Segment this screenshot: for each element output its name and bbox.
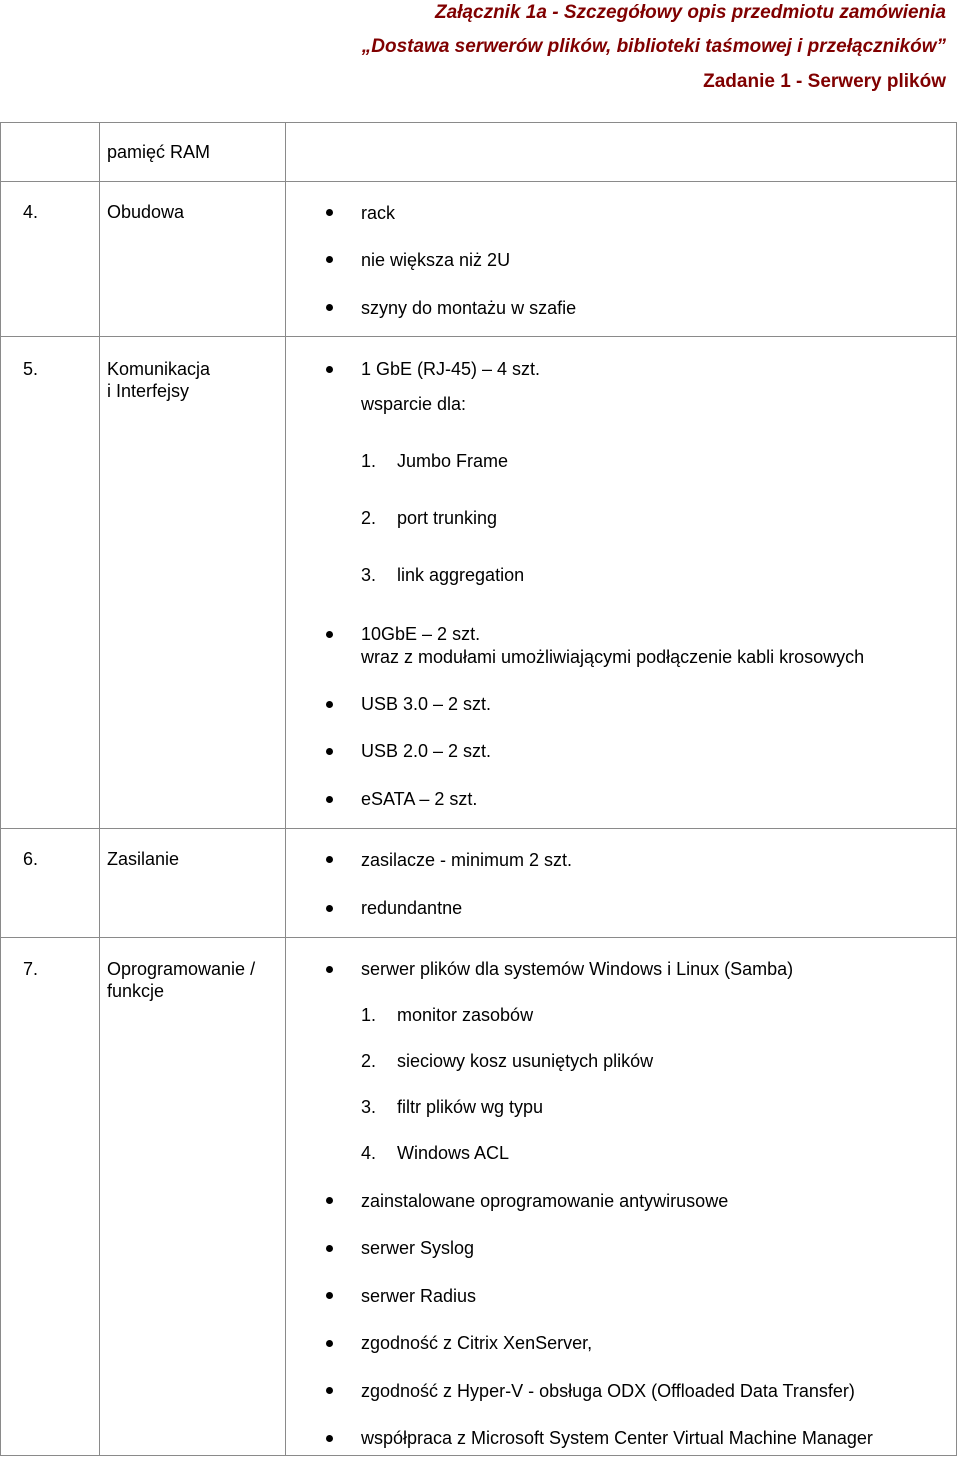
sub-number: 3. [361, 565, 377, 585]
sub-item: Jumbo Frame [397, 451, 509, 471]
sub-item: Windows ACL [397, 1143, 510, 1163]
sub-number: 3. [361, 1097, 377, 1117]
doc-title: Załącznik 1a - Szczegółowy opis przedmiotu zamówienia [434, 2, 946, 23]
list-item: zgodność z Hyper-V - obsługa ODX (Offloaded Data Transfer) [361, 1381, 855, 1401]
table-border-top [0, 122, 957, 123]
list-item: 1 GbE (RJ-45) – 4 szt. [361, 359, 541, 379]
column-divider-2 [285, 122, 286, 1456]
spec-table [0, 122, 957, 1456]
list-item: współpraca z Microsoft System Center Virtual Machine Manager [361, 1428, 873, 1448]
sub-item: link aggregation [397, 565, 525, 585]
list-item: serwer plików dla systemów Windows i Linux (Samba) [361, 959, 794, 979]
doc-subtitle: „Dostawa serwerów plików, biblioteki taśmowej i przełączników” [361, 36, 946, 57]
row-number: 4. [23, 202, 39, 222]
sub-item: filtr plików wg typu [397, 1097, 544, 1117]
list-item: USB 3.0 – 2 szt. [361, 694, 492, 714]
list-item: USB 2.0 – 2 szt. [361, 741, 492, 761]
bullet-icon [326, 1435, 333, 1442]
bullet-icon [326, 905, 333, 912]
bullet-icon [326, 256, 333, 263]
sub-item: port trunking [397, 508, 498, 528]
row-name: Zasilanie [107, 849, 180, 869]
list-item: 10GbE – 2 szt. [361, 624, 481, 644]
list-item: zgodność z Citrix XenServer, [361, 1333, 593, 1353]
bullet-icon [326, 748, 333, 755]
row-divider [0, 336, 957, 337]
bullet-icon [326, 1197, 333, 1204]
row-name: Komunikacja [107, 359, 211, 379]
row-number: 7. [23, 959, 39, 979]
list-item: rack [361, 203, 396, 223]
table-border-bottom [0, 1455, 957, 1456]
sub-number: 1. [361, 451, 377, 471]
bullet-icon [326, 856, 333, 863]
row-divider [0, 181, 957, 182]
row-name: i Interfejsy [107, 381, 190, 401]
row-name: Obudowa [107, 202, 185, 222]
row-name: funkcje [107, 981, 165, 1001]
sub-number: 2. [361, 508, 377, 528]
bullet-icon [326, 796, 333, 803]
bullet-icon [326, 701, 333, 708]
bullet-icon [326, 366, 333, 373]
bullet-icon [326, 966, 333, 973]
list-item-sub: wsparcie dla: [361, 394, 467, 414]
row-divider [0, 828, 957, 829]
list-item: eSATA – 2 szt. [361, 789, 478, 809]
list-item: nie większa niż 2U [361, 250, 511, 270]
row-divider [0, 937, 957, 938]
list-item: zainstalowane oprogramowanie antywirusowe [361, 1191, 729, 1211]
bullet-icon [326, 1292, 333, 1299]
list-item: serwer Syslog [361, 1238, 475, 1258]
row-name: pamięć RAM [107, 142, 211, 162]
row-name: Oprogramowanie / [107, 959, 256, 979]
sub-number: 1. [361, 1005, 377, 1025]
sub-number: 2. [361, 1051, 377, 1071]
table-border-left [0, 122, 1, 1456]
list-item: serwer Radius [361, 1286, 477, 1306]
table-border-right [956, 122, 957, 1456]
bullet-icon [326, 631, 333, 638]
column-divider-1 [99, 122, 100, 1456]
bullet-icon [326, 1387, 333, 1394]
row-number: 5. [23, 359, 39, 379]
bullet-icon [326, 1340, 333, 1347]
sub-item: sieciowy kosz usuniętych plików [397, 1051, 654, 1071]
bullet-icon [326, 209, 333, 216]
bullet-icon [326, 304, 333, 311]
sub-number: 4. [361, 1143, 377, 1163]
list-item: redundantne [361, 898, 463, 918]
row-number: 6. [23, 849, 39, 869]
list-item-sub: wraz z modułami umożliwiającymi podłączenie kabli krosowych [361, 647, 865, 667]
sub-item: monitor zasobów [397, 1005, 534, 1025]
list-item: szyny do montażu w szafie [361, 298, 577, 318]
bullet-icon [326, 1245, 333, 1252]
task-title: Zadanie 1 - Serwery plików [703, 71, 946, 92]
list-item: zasilacze - minimum 2 szt. [361, 850, 573, 870]
